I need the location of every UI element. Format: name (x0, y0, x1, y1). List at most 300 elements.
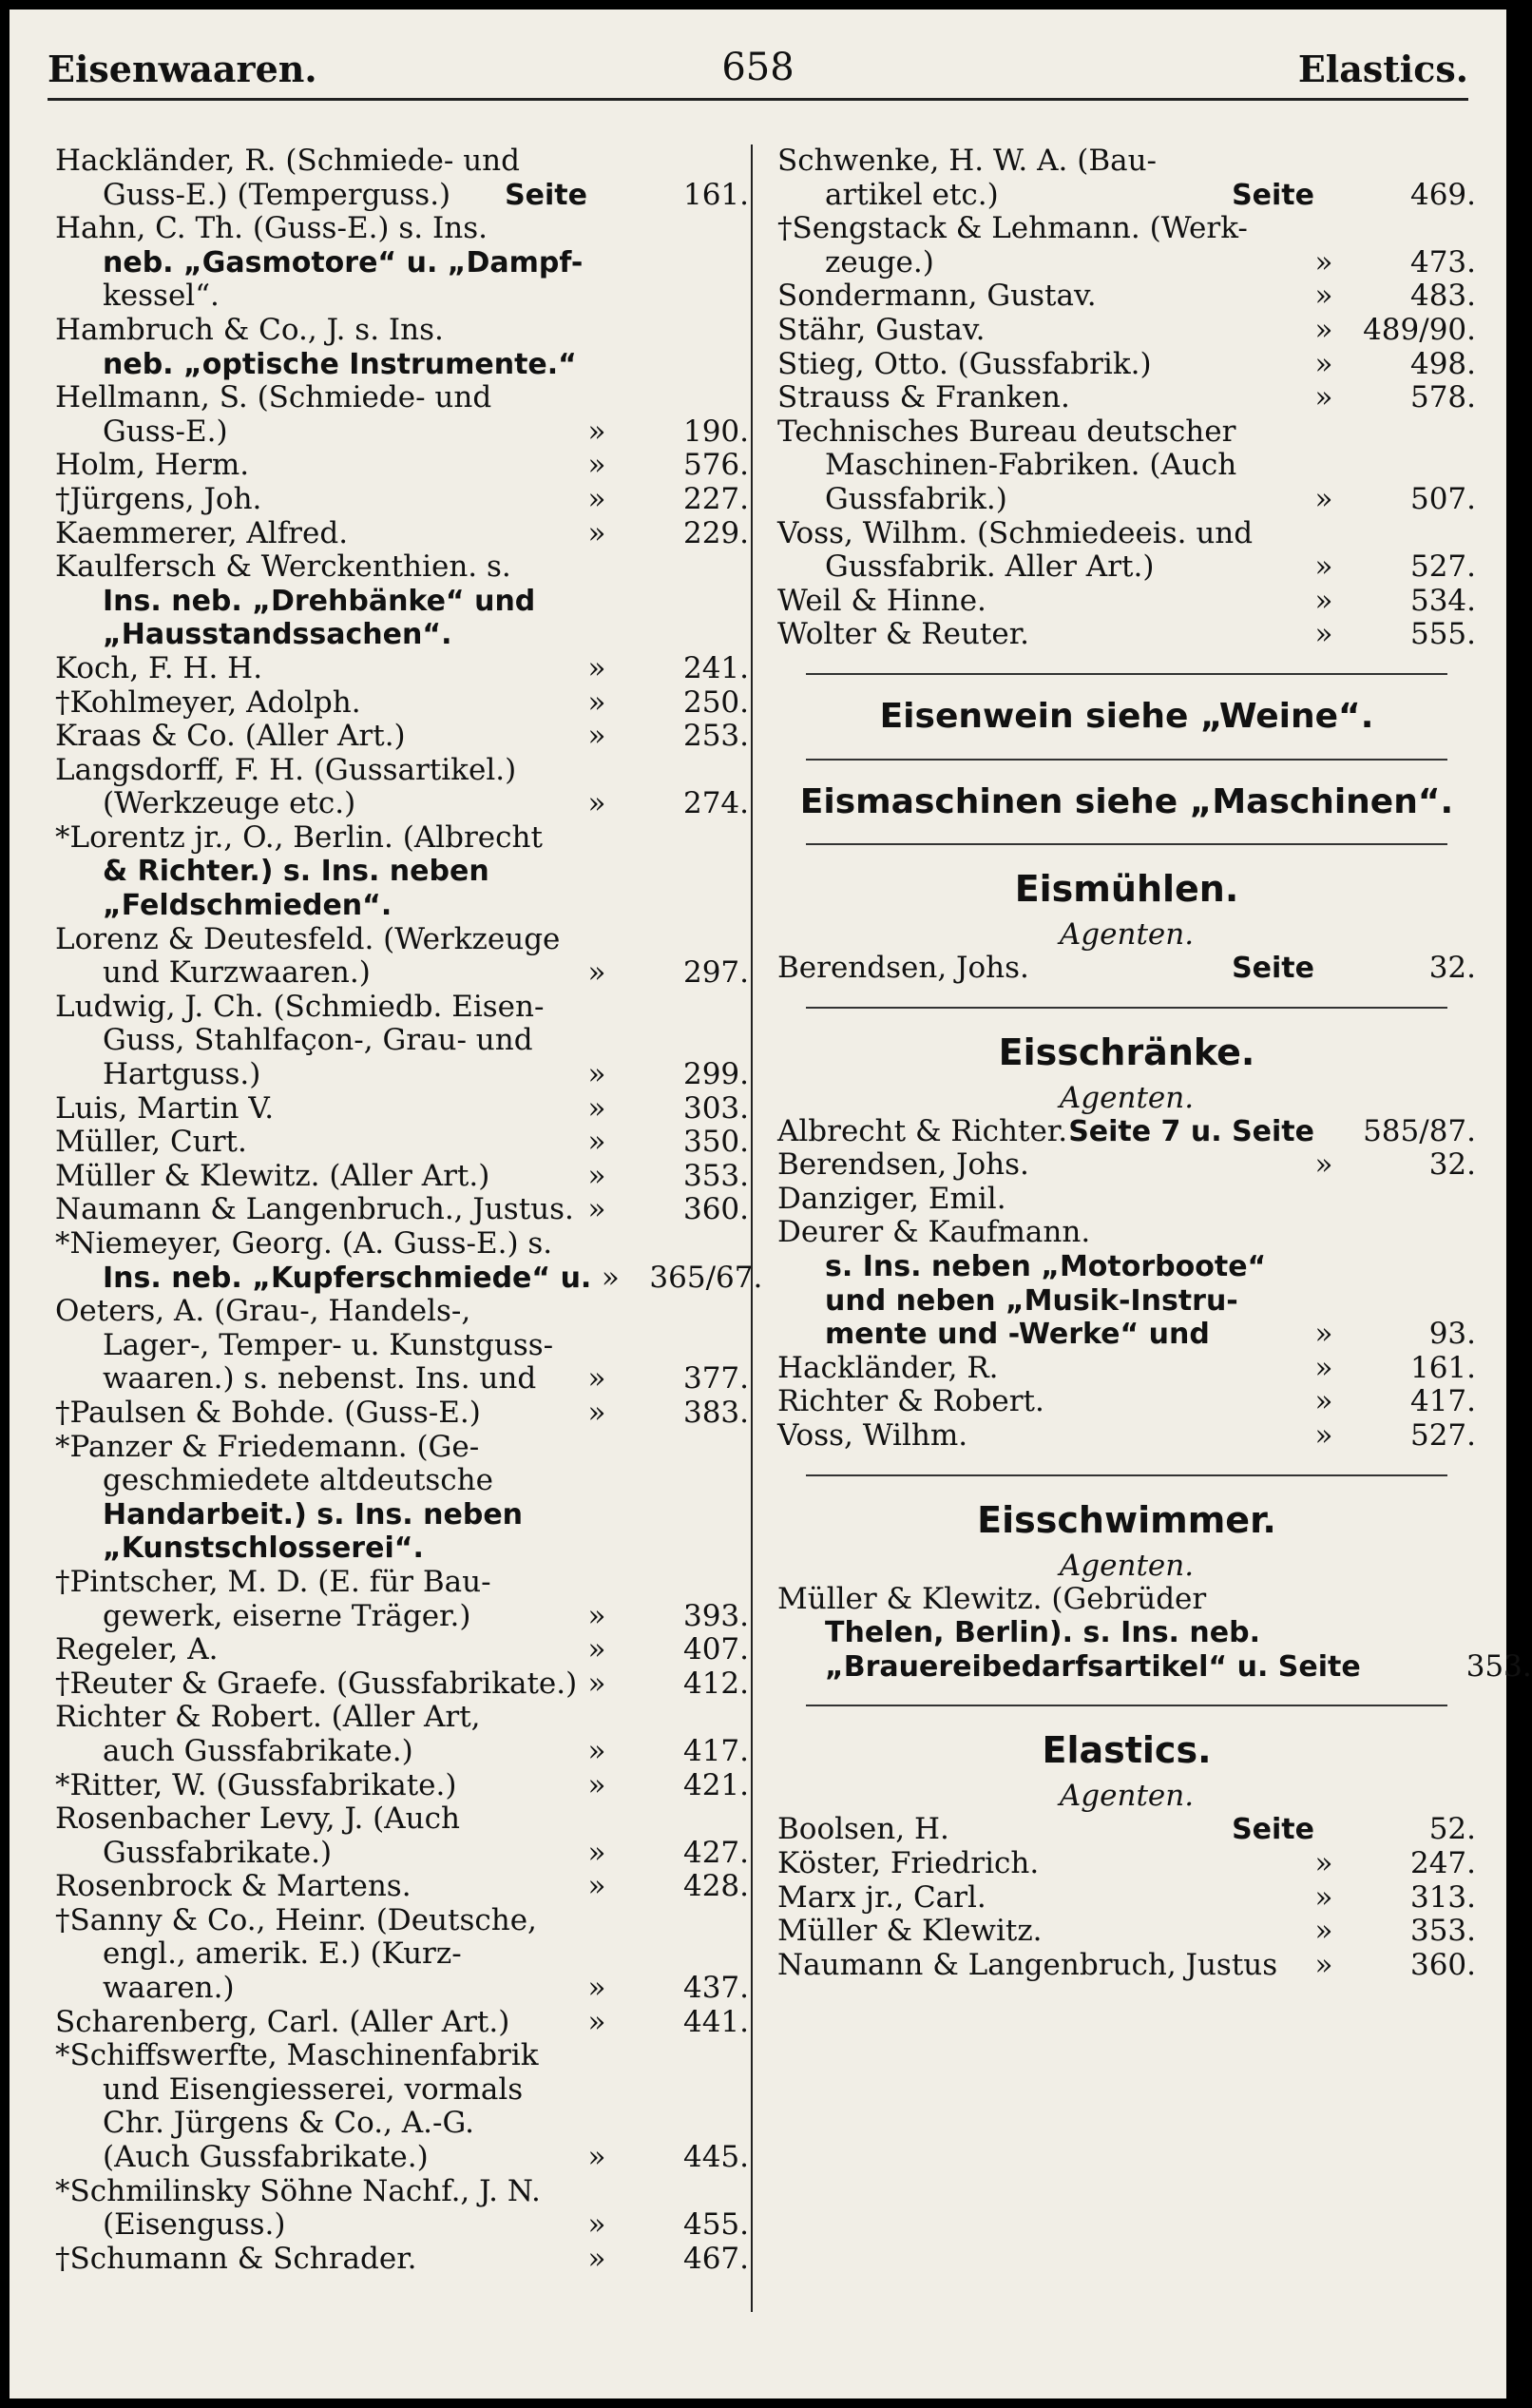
directory-entry (777, 1216, 1476, 1351)
entry-text: Regeler, A. (55, 1632, 219, 1667)
page-marker: » (587, 1835, 606, 1870)
directory-entry (55, 550, 749, 652)
entry-text: „Kunstschlosserei“. (103, 1531, 424, 1566)
entry-text: waaren.) s. nebenst. Ins. und (103, 1361, 537, 1397)
page-marker: » (587, 1598, 606, 1633)
entry-line (777, 144, 1476, 179)
entry-line (777, 517, 1476, 551)
entry-line (55, 1058, 749, 1092)
entry-line (55, 2107, 749, 2141)
entry-text: Rosenbrock & Martens. (55, 1869, 412, 1904)
entry-text: „Brauereibedarfsartikel“ u. Seite (825, 1649, 1361, 1684)
page-marker: » (587, 1733, 606, 1768)
entry-text: & Richter.) s. Ins. neben (103, 855, 489, 889)
entry-text: Guss, Stahlfaçon-, Grau- und (103, 1023, 533, 1058)
entry-line (777, 1949, 1476, 1983)
entry-text: Hartguss.) (103, 1057, 261, 1092)
entry-line (777, 348, 1476, 382)
entry-line (55, 381, 749, 415)
entry-line (777, 1616, 1476, 1650)
page-ref: 313. (1409, 1879, 1476, 1915)
entry-text: Kaulfersch & Werckenthien. s. (55, 549, 511, 585)
entry-text: und Kurzwaaren.) (103, 955, 371, 991)
directory-entry (55, 2175, 749, 2243)
page-ref: 585/87. (1363, 1113, 1476, 1148)
entry-line (55, 1667, 749, 1702)
entry-text: gewerk, eiserne Träger.) (103, 1598, 471, 1633)
directory-entry (55, 1566, 749, 1633)
entry-line (55, 1701, 749, 1735)
entry-text: Köster, Friedrich. (777, 1846, 1040, 1880)
entry-text: *Ritter, W. (Gussfabrikate.) (55, 1767, 457, 1802)
page-marker: » (587, 1090, 606, 1126)
entry-text: Ins. neb. „Drehbänke“ und (103, 584, 536, 618)
entry-text: Ins. neb. „Kupferschmiede“ u. (103, 1261, 592, 1295)
entry-line (55, 1431, 749, 1465)
entry-text: †Pintscher, M. D. (E. für Bau- (55, 1564, 491, 1599)
entry-line (777, 279, 1476, 314)
directory-entry (55, 483, 749, 517)
section-rule (806, 1474, 1447, 1476)
entry-line (777, 449, 1476, 483)
page-marker: » (587, 684, 606, 720)
page-marker: » (587, 650, 606, 685)
page-ref: 353. (1465, 1648, 1532, 1684)
directory-entry (777, 517, 1476, 585)
directory-entry (777, 212, 1476, 279)
entry-text: Müller & Klewitz. (Aller Art.) (55, 1158, 490, 1193)
directory-entry (777, 1115, 1476, 1149)
page-marker: » (587, 1666, 606, 1701)
entry-line (777, 1813, 1476, 1847)
section-subtitle: Agenten. (1059, 1080, 1195, 1115)
page-marker: » (587, 1057, 606, 1092)
entry-line (55, 314, 749, 348)
directory-entry (777, 1813, 1476, 1847)
directory-entry (55, 1295, 749, 1397)
page-ref: 469. (1409, 177, 1476, 212)
entry-line (55, 1362, 749, 1397)
directory-entry (55, 1701, 749, 1768)
entry-text: „Hausstandssachen“. (103, 618, 452, 652)
page-marker: » (587, 1125, 606, 1160)
directory-entry (55, 1667, 749, 1702)
entry-line (55, 652, 749, 686)
entry-text: (Werkzeuge etc.) (103, 786, 356, 821)
entry-line (777, 1183, 1476, 1217)
entry-line (55, 517, 749, 551)
entry-text: Holm, Herm. (55, 448, 250, 483)
entry-text: Guss-E.) (Temperguss.) (103, 177, 451, 212)
directory-entry (777, 1881, 1476, 1916)
directory-entry (55, 1769, 749, 1803)
page-number: 658 (721, 46, 795, 89)
directory-entry (55, 1160, 749, 1194)
page-ref: 417. (1409, 1384, 1476, 1419)
entry-text: Koch, F. H. H. (55, 650, 263, 685)
page-marker (578, 618, 616, 652)
section-subtitle: Agenten. (1059, 1779, 1195, 1814)
entry-text: Chr. Jürgens & Co., A.-G. (103, 2106, 475, 2141)
page-ref (616, 618, 749, 652)
entry-line (55, 1295, 749, 1329)
page-ref: 227. (682, 481, 749, 516)
page-ref: 527. (1409, 1418, 1476, 1454)
entry-text: *Schiffswerfte, Maschinenfabrik (55, 2038, 539, 2073)
entry-text: Müller, Curt. (55, 1125, 247, 1160)
page-ref: 32. (1428, 951, 1476, 986)
directory-entry (777, 144, 1476, 212)
entry-line (777, 483, 1476, 517)
entry-line (777, 952, 1476, 986)
entry-line (55, 2175, 749, 2209)
entry-line (55, 1260, 763, 1296)
entry-line (777, 1915, 1476, 1949)
page-ref: 555. (1409, 617, 1476, 652)
entry-text: und neben „Musik-Instru- (825, 1283, 1238, 1318)
entry-line (55, 956, 749, 991)
entry-text: Sondermann, Gustav. (777, 279, 1097, 314)
entry-line (55, 1498, 749, 1532)
entry-line (777, 1847, 1476, 1881)
entry-line (777, 1419, 1476, 1454)
entry-text: †Kohlmeyer, Adolph. (55, 684, 361, 720)
page-marker: » (1314, 279, 1333, 314)
entry-text: Müller & Klewitz. (Gebrüder (777, 1581, 1207, 1616)
entry-line (777, 1318, 1476, 1352)
entry-text: Hahn, C. Th. (Guss-E.) s. Ins. (55, 211, 488, 246)
page-marker: » (1314, 380, 1333, 415)
entry-text: Luis, Martin V. (55, 1090, 275, 1126)
entry-line (777, 1250, 1476, 1284)
entry-line (55, 1633, 749, 1667)
section-subtitle: Agenten. (1059, 1548, 1195, 1583)
entry-text: mente und -Werke“ und (825, 1318, 1210, 1352)
directory-entry (55, 991, 749, 1092)
page-marker: » (587, 2207, 606, 2243)
page-marker (578, 1531, 616, 1566)
directory-entry (55, 720, 749, 754)
directory-entry (55, 1226, 763, 1295)
directory-entry (777, 381, 1476, 415)
directory-entry (55, 212, 749, 314)
page-ref: 360. (682, 1192, 749, 1227)
entry-text: Weil & Hinne. (777, 583, 986, 618)
page-ref: 161. (1409, 1350, 1476, 1385)
entry-text: Langsdorff, F. H. (Gussartikel.) (55, 752, 517, 787)
entry-line (55, 1531, 749, 1566)
entry-text: Lorenz & Deutesfeld. (Werkzeuge (55, 921, 561, 956)
entry-text: *Schmilinsky Söhne Nachf., J. N. (55, 2173, 541, 2208)
page-ref (616, 889, 749, 923)
entry-text: Ludwig, J. Ch. (Schmiedb. Eisen- (55, 989, 545, 1024)
page-marker: » (587, 1192, 606, 1227)
page-marker: » (1314, 312, 1333, 347)
page-marker: » (1314, 346, 1333, 381)
entry-text: Voss, Wilhm. (777, 1418, 968, 1454)
entry-text: Gussfabrik.) (825, 481, 1007, 516)
entry-line (55, 754, 749, 788)
directory-entry (777, 314, 1476, 348)
entry-line (777, 314, 1476, 348)
entry-line (777, 1148, 1476, 1183)
entry-line (55, 821, 749, 856)
column-divider (751, 144, 753, 2312)
page-ref: 445. (682, 2140, 749, 2175)
page-ref: 383. (682, 1395, 749, 1430)
directory-entry (777, 1148, 1476, 1183)
entry-line (55, 1904, 749, 1938)
page-marker: » (1314, 583, 1333, 618)
entry-text: Oeters, A. (Grau-, Handels-, (55, 1294, 471, 1329)
page-ref: 421. (682, 1767, 749, 1802)
section-rule (806, 759, 1447, 761)
entry-text: Handarbeit.) s. Ins. neben (103, 1497, 524, 1531)
page-marker: » (587, 1158, 606, 1193)
page-ref: 350. (682, 1125, 749, 1160)
entry-text: und Eisengiesserei, vormals (103, 2071, 524, 2107)
directory-entry (777, 279, 1476, 314)
entry-line (55, 212, 749, 246)
entry-text: (Auch Gussfabrikate.) (103, 2140, 429, 2175)
directory-entry (55, 1802, 749, 1870)
entry-line (55, 618, 749, 652)
page-marker: » (587, 414, 606, 449)
directory-entry (55, 754, 749, 821)
entry-line (777, 550, 1476, 585)
page-ref: 250. (682, 684, 749, 720)
page-ref: 498. (1409, 346, 1476, 381)
entry-text: Danziger, Emil. (777, 1181, 1006, 1216)
entry-line (55, 1397, 749, 1431)
entry-text: zeuge.) (825, 244, 934, 279)
entry-line (55, 1329, 749, 1363)
section-rule (806, 843, 1447, 845)
page-marker: » (1314, 1947, 1333, 1982)
page-ref: 52. (1428, 1812, 1476, 1847)
entry-text: Hellmann, S. (Schmiede- und (55, 380, 492, 415)
entry-text: Richter & Robert. (Aller Art, (55, 1700, 481, 1735)
section-title: Eismühlen. (1014, 868, 1239, 911)
page-ref: 190. (682, 414, 749, 449)
page-marker: » (1314, 244, 1333, 279)
page-marker: Seite (1232, 178, 1314, 212)
entry-line (55, 855, 749, 889)
directory-entry (55, 652, 749, 686)
page-ref: 407. (682, 1632, 749, 1667)
page-marker: » (587, 1632, 606, 1667)
page-ref: 365/67. (649, 1260, 763, 1295)
entry-line (55, 483, 749, 517)
header-left: Eisenwaaren. (48, 48, 317, 90)
entry-text: Kaemmerer, Alfred. (55, 515, 349, 550)
page-marker: » (587, 448, 606, 483)
page-ref: 489/90. (1363, 312, 1476, 347)
page-ref: 437. (682, 1971, 749, 2006)
page-marker: » (1314, 549, 1333, 585)
page-ref: 253. (682, 719, 749, 754)
entry-line (55, 449, 749, 483)
directory-entry (55, 821, 749, 923)
page-marker: » (587, 1361, 606, 1397)
entry-line (55, 550, 749, 585)
entry-text: Albrecht & Richter. (777, 1113, 1068, 1148)
entry-text: Naumann & Langenbruch., Justus. (55, 1192, 574, 1227)
directory-entry (777, 415, 1476, 517)
page-ref: 534. (1409, 583, 1476, 618)
page-ref: 353. (1409, 1914, 1476, 1949)
entry-text: Deurer & Kaufmann. (777, 1215, 1091, 1250)
directory-entry (55, 1397, 749, 1431)
entry-text: †Sengstack & Lehmann. (Werk- (777, 211, 1248, 246)
entry-text: *Panzer & Friedemann. (Ge- (55, 1429, 480, 1464)
entry-line (55, 1024, 749, 1058)
page-marker: » (587, 2241, 606, 2276)
entry-line (55, 889, 749, 923)
page-ref: 161. (682, 177, 749, 212)
page-ref: 274. (682, 786, 749, 821)
page-marker: » (1314, 1846, 1333, 1880)
entry-text: (Eisenguss.) (103, 2207, 286, 2243)
entry-text: Guss-E.) (103, 414, 228, 449)
page-ref: 441. (682, 2004, 749, 2039)
entry-text: †Reuter & Graefe. (Gussfabrikate.) (55, 1666, 578, 1701)
entry-line (55, 1769, 749, 1803)
directory-entry (55, 2006, 749, 2040)
directory-entry (55, 517, 749, 551)
directory-entry (55, 1431, 749, 1566)
entry-line (777, 1216, 1476, 1250)
entry-line (55, 1837, 749, 1871)
right-column (777, 144, 1532, 1982)
entry-text: †Schumann & Schrader. (55, 2241, 417, 2276)
page-marker: » (1314, 481, 1333, 516)
entry-text: Hackländer, R. (Schmiede- und (55, 144, 520, 178)
entry-line (777, 585, 1476, 619)
page-marker: » (1314, 1147, 1333, 1183)
entry-text: Gussfabrik. Aller Art.) (825, 549, 1155, 585)
page-ref: 576. (682, 448, 749, 483)
section-title: Eisschränke. (998, 1031, 1255, 1073)
entry-line (55, 348, 749, 382)
page-ref: 412. (682, 1666, 749, 1701)
page-marker: » (1314, 1384, 1333, 1419)
directory-entry (55, 1126, 749, 1160)
entry-line (777, 1352, 1476, 1386)
page-ref: 483. (1409, 279, 1476, 314)
entry-line (55, 1972, 749, 2006)
page-ref: 467. (682, 2241, 749, 2276)
page-ref: 247. (1409, 1846, 1476, 1880)
page-ref: 241. (682, 650, 749, 685)
entry-line (55, 720, 749, 754)
page-ref: 377. (682, 1361, 749, 1397)
entry-line (777, 1115, 1476, 1149)
see-reference: Eismaschinen siehe „Maschinen“. (799, 781, 1454, 821)
page-ref: 473. (1409, 244, 1476, 279)
page-marker: » (1314, 1879, 1333, 1915)
page-marker: » (601, 1260, 620, 1295)
entry-text: Hackländer, R. (777, 1350, 999, 1385)
entry-line (55, 1227, 749, 1262)
entry-text: Berendsen, Johs. (777, 1147, 1029, 1183)
entry-text: Stähr, Gustav. (777, 312, 986, 347)
page-ref: 360. (1409, 1947, 1476, 1982)
page-marker: » (1314, 617, 1333, 652)
entry-text: „Feldschmieden“. (103, 889, 393, 923)
page-marker: » (587, 2140, 606, 2175)
entry-line (55, 686, 749, 721)
page-ref (616, 279, 749, 314)
directory-entry (55, 1904, 749, 2006)
entry-text: Technisches Bureau deutscher (777, 414, 1236, 449)
directory-entry (777, 1385, 1476, 1419)
header-right: Elastics. (1297, 48, 1468, 90)
entry-text: †Sanny & Co., Heinr. (Deutsche, (55, 1902, 537, 1937)
page-marker: » (587, 786, 606, 821)
entry-text: neb. „Gasmotore“ u. „Dampf- (103, 245, 584, 279)
entry-line (55, 279, 749, 314)
page-ref: 297. (682, 955, 749, 991)
entry-line (55, 787, 749, 821)
entry-text: waaren.) (103, 1971, 235, 2006)
entry-line (55, 1092, 749, 1127)
entry-text: *Niemeyer, Georg. (A. Guss-E.) s. (55, 1226, 553, 1261)
entry-text: Rosenbacher Levy, J. (Auch (55, 1801, 460, 1837)
entry-line (55, 415, 749, 450)
page-marker: » (587, 955, 606, 991)
page-marker: » (1314, 1914, 1333, 1949)
entry-text: Thelen, Berlin). s. Ins. neb. (825, 1616, 1260, 1650)
see-reference: Eisenwein siehe „Weine“. (879, 696, 1374, 736)
entry-line (55, 1802, 749, 1837)
entry-line (777, 618, 1476, 652)
entry-text: Schwenke, H. W. A. (Bau- (777, 144, 1158, 178)
entry-text: Wolter & Reuter. (777, 617, 1029, 652)
entry-line (55, 2006, 749, 2040)
entry-text: Boolsen, H. (777, 1812, 949, 1847)
page-ref: 353. (682, 1158, 749, 1193)
section-rule (806, 1705, 1447, 1706)
entry-line (55, 585, 749, 619)
page-marker: Seite 7 u. Seite (1068, 1114, 1314, 1148)
entry-line (55, 2141, 749, 2175)
entry-text: Berendsen, Johs. (777, 951, 1029, 986)
entry-text: neb. „optische Instrumente.“ (103, 347, 577, 381)
section-title: Eisschwimmer. (977, 1498, 1276, 1541)
page-marker: » (1314, 1350, 1333, 1385)
page-marker: » (587, 515, 606, 550)
entry-text: Scharenberg, Carl. (Aller Art.) (55, 2004, 510, 2039)
entry-line (55, 1937, 749, 1972)
entry-line (777, 415, 1476, 450)
entry-text: Lager-, Temper- u. Kunstguss- (103, 1327, 554, 1362)
directory-page (10, 10, 1532, 2398)
page-ref: 578. (1409, 380, 1476, 415)
entry-text: Strauss & Franken. (777, 380, 1070, 415)
directory-entry (55, 2243, 749, 2277)
directory-entry (777, 585, 1476, 619)
section-rule (806, 673, 1447, 675)
entry-line (777, 246, 1476, 280)
directory-entry (777, 1847, 1476, 1881)
entry-line (777, 381, 1476, 415)
entry-line (55, 1600, 749, 1634)
directory-entry (55, 1092, 749, 1127)
page-ref: 32. (1428, 1147, 1476, 1183)
page-marker (1305, 1183, 1343, 1217)
page-ref: 527. (1409, 549, 1476, 585)
